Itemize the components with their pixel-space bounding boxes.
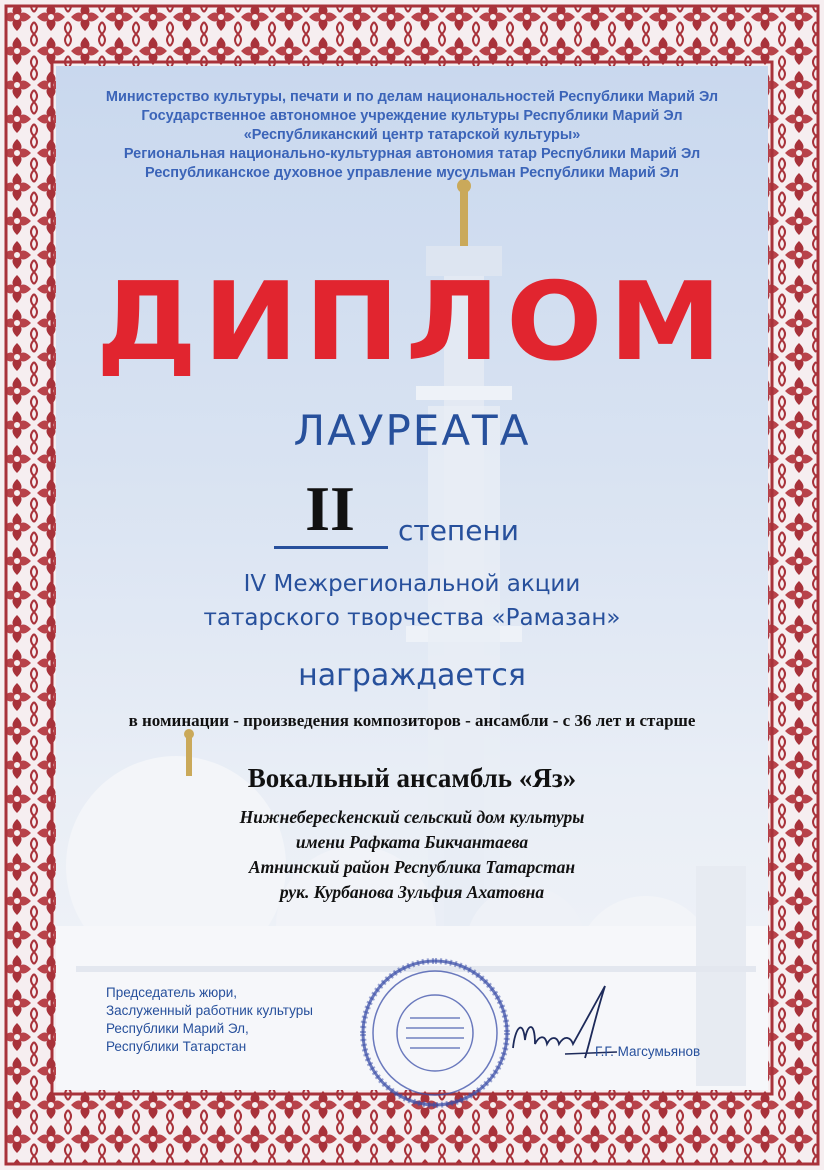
- position-line: Республики Татарстан: [106, 1039, 247, 1054]
- position-line: Председатель жюри,: [106, 985, 238, 1000]
- degree-underline: [274, 546, 388, 549]
- jury-chair-position: [106, 984, 313, 1056]
- organizer-line: Министерство культуры, печати и по делам национальностей Республики Марий Эл: [105, 89, 719, 105]
- winner-name: Вокальный ансамбль «Яз»: [247, 763, 577, 793]
- position-line: Заслуженный работник культуры: [106, 1003, 313, 1018]
- winner-detail-line: Нижнебересkенский сельский дом культуры: [239, 807, 585, 827]
- degree-word: степени: [398, 514, 519, 547]
- organizer-line: Государственное автономное учреждение культуры Республики Марий Эл: [141, 108, 683, 124]
- position-line: Республики Марий Эл,: [106, 1021, 249, 1036]
- signatory-name: Г.Г. Магсумьянов: [595, 1044, 701, 1059]
- event-line-2: татарского творчества «Рамазан»: [203, 605, 621, 631]
- organizer-line: Региональная национально-культурная автономия татар Республики Марий Эл: [123, 146, 701, 162]
- winner-detail-line: рук. Курбанова Зульфия Ахатовна: [279, 882, 545, 902]
- awarded-label: награждается: [298, 658, 526, 693]
- degree-block: [270, 470, 570, 560]
- degree-number: II: [305, 473, 355, 544]
- laureate-subtitle: ЛАУРЕАТА: [293, 406, 531, 455]
- winner-detail-line: Атнинский район Республика Татарстан: [248, 857, 576, 877]
- nomination-text: в номинации - произведения композиторов - ансамбли - с 36 лет и старше: [128, 711, 696, 730]
- organizer-line: «Республиканский центр татарской культуры»: [243, 127, 581, 143]
- winner-details: [0, 805, 824, 905]
- organizers-block: [0, 88, 824, 183]
- event-line-1: IV Межрегиональной акции: [243, 571, 581, 597]
- official-stamp: [360, 958, 510, 1108]
- winner-detail-line: имени Рафката Бикчантаева: [295, 832, 529, 852]
- organizer-line: Республиканское духовное управление мусульман Республики Марий Эл: [145, 165, 679, 181]
- diploma-title: ДИПЛОМ: [95, 260, 729, 385]
